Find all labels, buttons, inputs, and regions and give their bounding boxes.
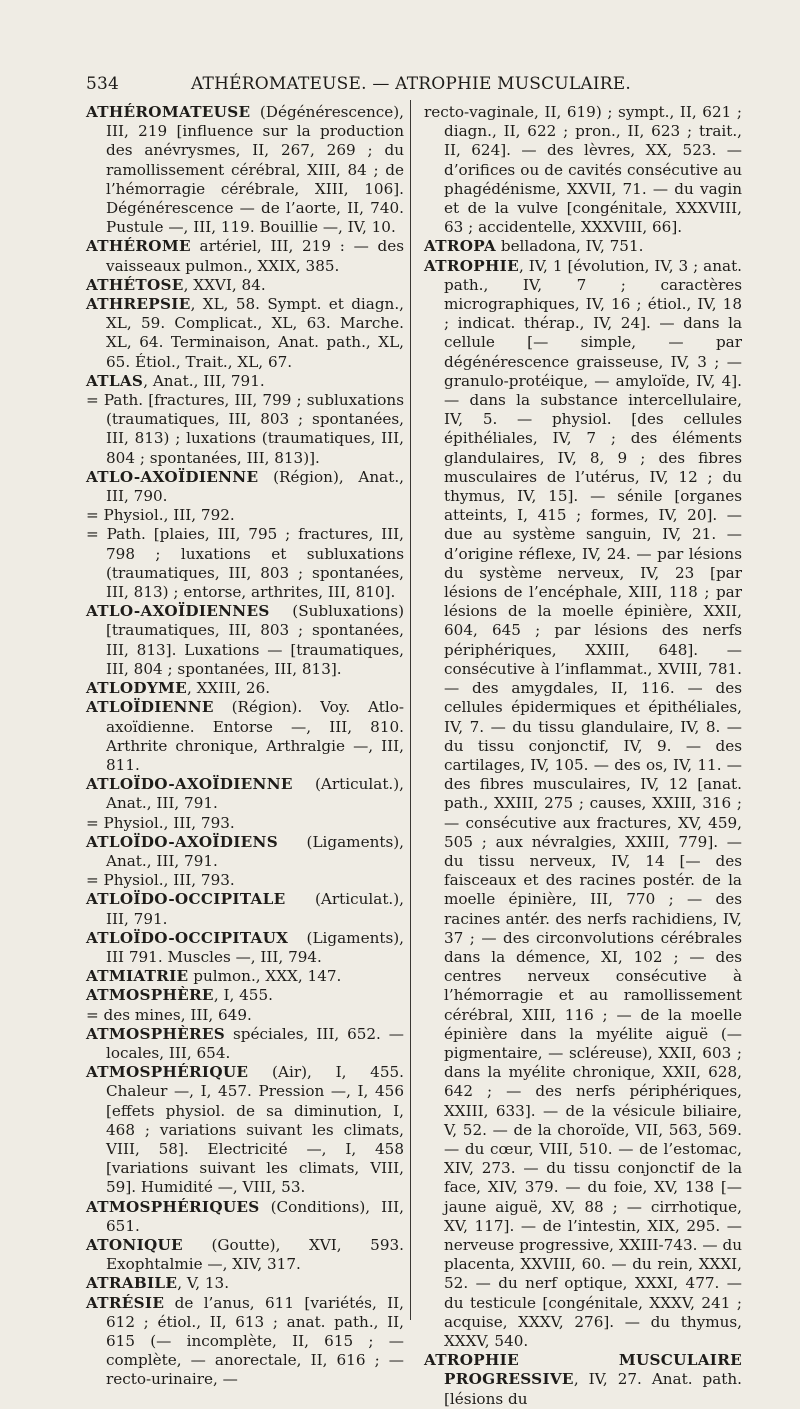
headword: ATMIATRIE xyxy=(86,967,189,986)
entry-text: (Subluxations) [traumatiques, III, 803 ; spontanées, III, 813]. Luxations — [traumatiques, III, 804 ; spontanées, III, 813]. xyxy=(106,602,404,678)
index-entry xyxy=(424,237,742,256)
index-entry xyxy=(86,814,404,833)
entry-text: belladona, IV, 751. xyxy=(496,237,644,256)
index-entry xyxy=(86,833,404,871)
headword: ATMOSPHÉRIQUES xyxy=(86,1197,260,1216)
entry-text: , XXIII, 26. xyxy=(186,679,271,698)
page-number: 534 xyxy=(86,74,120,94)
headword: ATLOÏDO-AXOÏDIENNE xyxy=(86,775,293,794)
entry-text: , IV, 1 [évolution, IV, 3 ; anat. path., IV, 7 ; caractères micrographiques, IV, 16 ; étiol., IV, 18 ; indicat. thérap., IV, 24]. — dans la cellule [— simple, — par dégénérescence graisseuse, IV, 3 ; — granulo-protéique, — amyloïde, IV, 4]. — dans la substance intercellulaire, IV, 5. — physiol. [des cellules épithéliales, IV, 7 ; des éléments glandulaires, IV, 8, 9 ; des fibres musculaires de l’utérus, IV, 12 ; du thymus, IV, 15]. — sénile [organes atteints, I, 415 ; formes, IV, 20]. — due au système sanguin, IV, 21. — d’origine réflexe, IV, 24. — par lésions du système nerveux, IV, 23 [par lésions de l’encéphale, XIII, 118 ; par lésions de la moelle épinière, XXII, 604, 645 ; par lésions des nerfs périphériques, XXIII, 648]. — consécutive à l’inflammat., XVIII, 781. — des amygdales, II, 116. — des cellules épidermiques et épithéliales, IV, 7. — du tissu glandulaire, IV, 8. — du tissu conjonctif, IV, 9. — des cartilages, IV, 105. — des os, IV, 11. — des fibres musculaires, IV, 12 [anat. path., XXIII, 275 ; causes, XXIII, 316 ; — consécutive aux fractures, XV, 459, 505 ; aux névralgies, XXIII, 779]. — du tissu nerveux, IV, 14 [— des faisceaux et des racines postér. de la moelle épinière, III, 770 ; — des racines antér. des nerfs rachidiens, IV, 37 ; — des circonvolutions cérébrales dans la démence, XI, 102 ; — des centres nerveux consécutive à l’hémorragie et au ramollissement cérébral, XIII, 116 ; — de la moelle épinière dans la myélite aiguë (— pigmentaire, — scléreuse), XXII, 603 ; dans la myélite chronique, XXII, 628, 642 ; — des nerfs périphériques, XXIII, 633]. — de la vésicule biliaire, V, 52. — de la choroïde, VII, 563, 569. — du cœur, VIII, 510. — de l’estomac, XIV, 273. — du tissu conjonctif de la face, XIV, 379. — du foie, XV, 138 [— jaune aiguë, XV, 88 ; — cirrhotique, XV, 117]. — de l’intestin, XIX, 295. — nerveuse progressive, XXIII-743. — du placenta, XXVIII, 60. — du rein, XXXI, 52. — du nerf optique, XXXI, 477. — du testicule [congénitale, XXXV, 241 ; acquise, XXXV, 276]. — du thymus, XXXV, 540. xyxy=(444,256,742,1350)
left-column xyxy=(86,103,404,1389)
index-entry xyxy=(86,890,404,928)
entry-text: = Path. [fractures, III, 799 ; subluxations (traumatiques, III, 803 ; spontanées, III, 813) ; luxations (traumatiques, III, 804 ; spontanées, III, 813)]. xyxy=(86,391,404,467)
index-entry xyxy=(424,257,742,1352)
index-entry xyxy=(86,1274,404,1293)
index-entry xyxy=(86,967,404,986)
index-entry xyxy=(424,1351,742,1409)
headword: ATMOSPHÉRIQUE xyxy=(86,1063,249,1082)
entry-text: = Physiol., III, 792. xyxy=(86,506,235,525)
index-entry xyxy=(86,929,404,967)
headword: ATLOÏDIENNE xyxy=(86,698,214,717)
headword: ATLOÏDO-AXOÏDIENS xyxy=(86,832,278,851)
index-entry xyxy=(86,391,404,468)
headword: ATONIQUE xyxy=(86,1235,183,1254)
index-entry xyxy=(86,237,404,275)
entry-text: (Goutte), XVI, 593. Exophtalmie —, XIV, 317. xyxy=(106,1235,404,1274)
index-entry xyxy=(86,871,404,890)
entry-text: = Path. [plaies, III, 795 ; fractures, III, 798 ; luxations et subluxations (traumatiques, III, 803 ; spontanées, III, 813) ; entorse, arthrites, III, 810]. xyxy=(86,525,404,602)
index-entry xyxy=(86,775,404,813)
headword: ATROPHIE xyxy=(424,256,519,275)
entry-text: , Anat., III, 791. xyxy=(143,371,265,390)
entry-text: (Dégénérescence), III, 219 [influence sur la production des anévrysmes, II, 267, 269 ; du ramollissement cérébral, XIII, 84 ; de l’hémorragie cérébrale, XIII, 106]. Dégénérescence — de l’aorte, II, 740. Pustule —, III, 119. Bouillie —, IV, 10. xyxy=(106,103,404,237)
headword: ATLO-AXOÏDIENNES xyxy=(86,602,270,621)
headword: ATRÉSIE xyxy=(86,1293,165,1312)
entry-text: recto-vaginale, II, 619) ; sympt., II, 621 ; diagn., II, 622 ; pron., II, 623 ; trait., II, 624]. — des lèvres, XX, 523. — d’orifices ou de cavités consécutive au phagédénisme, XXVII, 71. — du vagin et de la vulve [congénitale, XXXVIII, 63 ; accidentelle, XXXVIII, 66]. xyxy=(424,103,742,237)
entry-text: (Conditions), III, 651. xyxy=(106,1197,404,1235)
headword: ATROPA xyxy=(424,237,497,256)
entry-text: = des mines, III, 649. xyxy=(86,1005,252,1024)
headword: ATMOSPHÈRES xyxy=(86,1024,226,1043)
running-head: ATHÉROMATEUSE. — ATROPHIE MUSCULAIRE. xyxy=(191,74,631,94)
index-entry xyxy=(86,276,404,295)
headword: ATHÉROME xyxy=(86,237,191,256)
index-entry xyxy=(86,602,404,679)
headword: ATLAS xyxy=(86,371,144,390)
entry-text: , XXVI, 84. xyxy=(183,275,266,294)
headword: ATLOÏDO-OCCIPITAUX xyxy=(86,928,289,947)
right-column xyxy=(424,103,742,1408)
entry-text: = Physiol., III, 793. xyxy=(86,813,235,832)
entry-text: pulmon., XXX, 147. xyxy=(188,967,342,986)
column-divider xyxy=(410,100,411,1320)
entry-text: (Région). Voy. Atlo-axoïdienne. Entorse —, III, 810. Arthrite chronique, Arthralgie —, III, 811. xyxy=(106,698,404,774)
headword: ATMOSPHÈRE xyxy=(86,986,214,1005)
entry-text: (Région), Anat., III, 790. xyxy=(106,467,404,506)
index-entry xyxy=(86,103,404,237)
index-entry xyxy=(86,986,404,1005)
headword: ATLODYME xyxy=(86,679,187,698)
entry-text: (Ligaments), III 791. Muscles —, III, 794. xyxy=(106,928,404,966)
index-entry xyxy=(86,1006,404,1025)
entry-text: = Physiol., III, 793. xyxy=(86,871,235,890)
entry-text: artériel, III, 219 : — des vaisseaux pulmon., XXIX, 385. xyxy=(106,237,404,275)
entry-text: (Ligaments), Anat., III, 791. xyxy=(106,832,404,870)
headword: ATRABILE xyxy=(86,1274,178,1293)
index-entry xyxy=(86,525,404,602)
headword: ATHÉTOSE xyxy=(86,275,184,294)
entry-text: de l’anus, 611 [variétés, II, 612 ; étiol., II, 613 ; anat. path., II, 615 (— incomplète, II, 615 ; — complète, — anorectale, II, 616 ; — recto-urinaire, — xyxy=(106,1293,404,1389)
index-entry xyxy=(86,506,404,525)
index-entry xyxy=(86,698,404,775)
entry-text: , XL, 58. Sympt. et diagn., XL, 59. Complicat., XL, 63. Marche. XL, 64. Terminaison, Anat. path., XL, 65. Étiol., Trait., XL, 67. xyxy=(106,295,404,371)
headword: ATHREPSIE xyxy=(86,295,191,314)
headword: ATLO-AXOÏDIENNE xyxy=(86,467,259,486)
headword: ATHÉROMATEUSE xyxy=(86,103,251,121)
index-entry xyxy=(86,1025,404,1063)
entry-text: , IV, 27. Anat. path. [lésions du xyxy=(444,1370,742,1408)
index-entry xyxy=(86,1294,404,1390)
index-entry xyxy=(86,1063,404,1197)
index-entry xyxy=(86,679,404,698)
headword: ATROPHIE MUSCULAIRE PROGRESSIVE xyxy=(424,1351,742,1389)
index-entry xyxy=(86,295,404,372)
entry-text: spéciales, III, 652. — locales, III, 654. xyxy=(106,1024,404,1062)
index-entry xyxy=(86,1236,404,1274)
index-entry-continued xyxy=(424,103,742,237)
entry-text: , I, 455. xyxy=(213,986,273,1005)
index-entry xyxy=(86,1198,404,1236)
entry-text: (Articulat.), Anat., III, 791. xyxy=(106,775,404,813)
headword: ATLOÏDO-OCCIPITALE xyxy=(86,890,286,909)
entry-text: (Air), I, 455. Chaleur —, I, 457. Pression —, I, 456 [effets physiol. de sa diminution, I, 468 ; variations suivant les climats, VIII, 58]. Electricité —, I, 458 [variations suivant les climats, VIII, 59]. Humidité —, VIII, 53. xyxy=(106,1063,404,1197)
index-entry xyxy=(86,468,404,506)
entry-text: (Articulat.), III, 791. xyxy=(106,890,404,928)
entry-text: , V, 13. xyxy=(177,1274,230,1293)
index-entry xyxy=(86,372,404,391)
